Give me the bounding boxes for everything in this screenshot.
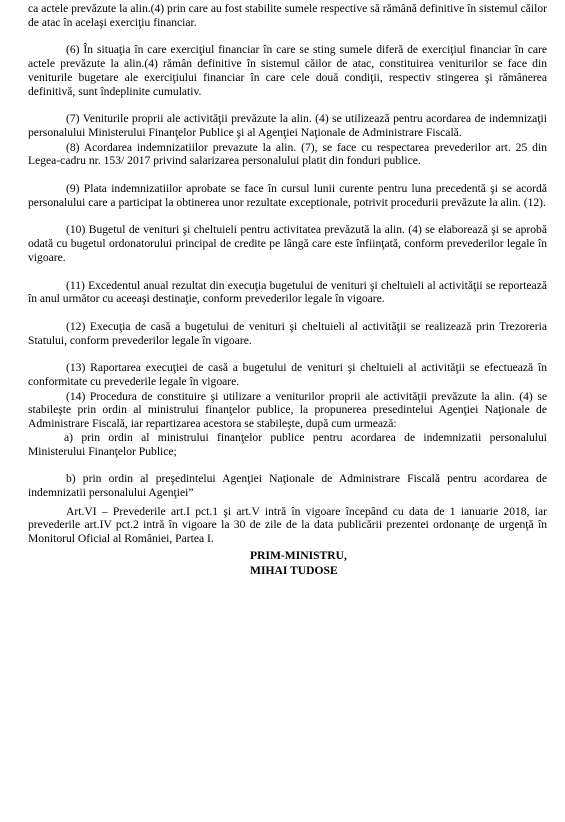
paragraph-6: (6) În situaţia în care exerciţiul financiar în care se sting sumele diferă de exerciţiul financiar în care actele prevăzute la alin.(4) rămân definitive în sistemul căilor de atac, constituirea veniturilor se face din veniturile bugetare ale exerciţiului financiar în care cele două condiţii, respectiv stingerea şi rămânerea definitivă, sunt îndeplinite cumulativ.: [28, 43, 547, 98]
paragraph-8: (8) Acordarea indemnizatiilor prevazute la alin. (7), se face cu respectarea prevederilor art. 25 din Legea-cadru nr. 153/ 2017 privind salarizarea personalului platit din fonduri publice.: [28, 140, 547, 168]
paragraph-14-item-b: b) prin ordin al preşedintelui Agenţiei Naţionale de Administrare Fiscală pentru acordarea de indemnizatii personalului Agenţiei”: [28, 472, 547, 499]
paragraph-11: (11) Excedentul anual rezultat din execuţia bugetului de venituri şi cheltuieli al activităţii se reportează în anul următor cu aceeaşi destinaţie, conform prevederilor legale în vigoare.: [28, 278, 547, 306]
paragraph-13: (13) Raportarea execuţiei de casă a bugetului de venituri şi cheltuieli al activităţii se efectuează în conformitate cu prevederile legale în vigoare.: [28, 361, 547, 389]
article-vi: Art.VI – Prevederile art.I pct.1 şi art.V intră în vigoare începând cu data de 1 ianuarie 2018, iar prevederile art.IV pct.2 intră în vigoare la 30 de zile de la data publicării prezentei ordonanţe de urgenţă în Monitorul Oficial al României, Partea I.: [28, 504, 547, 546]
paragraph-12: (12) Execuţia de casă a bugetului de venituri şi cheltuieli al activităţii se realizează prin Trezoreria Statului, conform prevederilor legale în vigoare.: [28, 319, 547, 347]
document-page: [28, 2, 547, 578]
paragraph-14: (14) Procedura de constituire şi utilizare a veniturilor proprii ale activităţii prevăzute la alin. (4) se stabileşte prin ordin al ministrului finanţelor publice, la propunerea presedintelui Agenţiei Naţionale de Administrare Fiscală, iar repartizarea acestora se stabileşte, după cum urmează:: [28, 389, 547, 431]
paragraph-10: (10) Bugetul de venituri şi cheltuieli pentru activitatea prevăzută la alin. (4) se elaborează şi se aprobă odată cu bugetul ordonatorului principal de credite pe lângă care este înfiinţată, conform prevederilor legale în vigoare.: [28, 223, 547, 264]
signature-block: [28, 548, 547, 578]
paragraph-continuation: ca actele prevăzute la alin.(4) prin care au fost stabilite sumele respective să rămână definitive în sistemul căilor de atac în acelaşi exerciţiu financiar.: [28, 2, 547, 29]
signature-name: MIHAI TUDOSE: [250, 563, 338, 577]
signature-title: PRIM-MINISTRU,: [250, 548, 347, 562]
paragraph-9: (9) Plata indemnizatiilor aprobate se face în cursul lunii curente pentru luna precedentă şi se acordă personalului care a participat la obtinerea unor rezultate exceptionale, potrivit procedurii prevăzute la alin. (12).: [28, 182, 547, 209]
paragraph-14-item-a: a) prin ordin al ministrului finanţelor publice pentru acordarea de indemnizatii personalului Ministerului Finanţelor Publice;: [28, 430, 547, 458]
paragraph-7: (7) Veniturile proprii ale activităţii prevăzute la alin. (4) se utilizează pentru acordarea de indemnizaţii personalului Ministerului Finanţelor Publice şi al Agenţiei Naţionale de Administrare Fiscală.: [28, 112, 547, 139]
